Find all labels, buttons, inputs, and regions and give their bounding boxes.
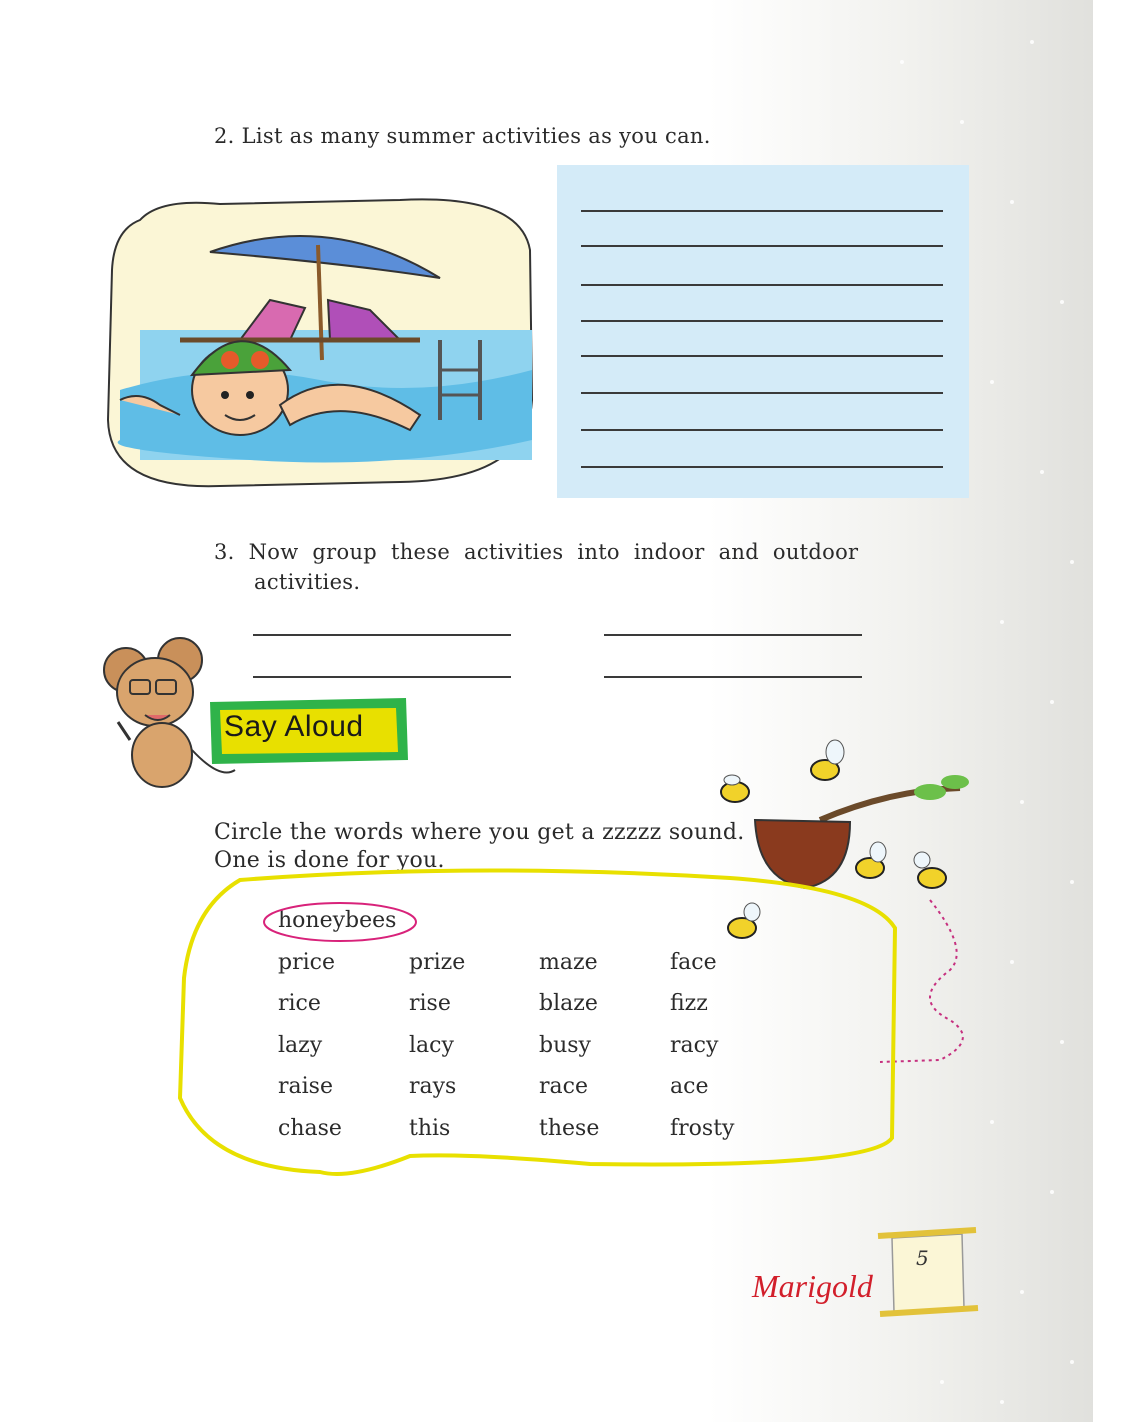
word-item[interactable]: lacy [409, 1033, 454, 1058]
sparkle-dot [1040, 470, 1044, 474]
question-2: 2. List as many summer activities as you can. [214, 124, 711, 148]
question-3-line-1: 3. Now group these activities into indoor and outdoor [214, 540, 859, 564]
instruction-line-2: One is done for you. [214, 848, 445, 873]
outdoor-line[interactable] [604, 676, 862, 678]
question-3-line-2: activities. [254, 570, 361, 594]
sparkle-dot [1000, 620, 1004, 624]
sparkle-dot [1010, 200, 1014, 204]
sparkle-dot [1000, 1400, 1004, 1404]
word-item[interactable]: ace [670, 1074, 709, 1099]
scroll-icon [872, 1220, 982, 1330]
answer-line[interactable] [581, 320, 943, 322]
sparkle-dot [1070, 1360, 1074, 1364]
answer-line[interactable] [581, 392, 943, 394]
sparkle-dot [1060, 1040, 1064, 1044]
instruction-line-1: Circle the words where you get a zzzzz sound. [214, 820, 745, 845]
page-number: 5 [916, 1246, 929, 1270]
say-aloud-label: Say Aloud [224, 710, 364, 743]
word-item[interactable]: race [539, 1074, 588, 1099]
sparkle-dot [1070, 880, 1074, 884]
word-item[interactable]: chase [278, 1116, 342, 1141]
sparkle-dot [1050, 700, 1054, 704]
indoor-line[interactable] [253, 676, 511, 678]
answer-line[interactable] [581, 210, 943, 212]
page-edge [1093, 0, 1142, 1422]
sparkle-dot [960, 120, 964, 124]
word-item[interactable]: fizz [670, 991, 708, 1016]
bee-icon [914, 852, 946, 888]
sparkle-dot [1070, 560, 1074, 564]
sparkle-dot [1030, 40, 1034, 44]
word-item[interactable]: price [278, 950, 335, 975]
word-item[interactable]: busy [539, 1033, 591, 1058]
sparkle-dot [990, 380, 994, 384]
word-item[interactable]: prize [409, 950, 466, 975]
book-title: Marigold [752, 1268, 873, 1304]
sparkle-dot [1020, 800, 1024, 804]
example-circle [260, 900, 420, 944]
sparkle-dot [990, 1120, 994, 1124]
sparkle-dot [940, 1380, 944, 1384]
word-item[interactable]: racy [670, 1033, 719, 1058]
sparkle-dot [1020, 1290, 1024, 1294]
word-item[interactable]: this [409, 1116, 451, 1141]
sparkle-dot [1010, 960, 1014, 964]
word-item[interactable]: rice [278, 991, 321, 1016]
bee-icon [721, 775, 749, 802]
word-item[interactable]: rise [409, 991, 451, 1016]
answer-line[interactable] [581, 429, 943, 431]
word-item[interactable]: raise [278, 1074, 333, 1099]
word-item[interactable]: lazy [278, 1033, 323, 1058]
example-word: honeybees [278, 908, 397, 933]
answer-box [557, 165, 969, 498]
indoor-line[interactable] [253, 634, 511, 636]
sparkle-dot [1050, 1190, 1054, 1194]
outdoor-line[interactable] [604, 634, 862, 636]
sparkle-dot [1060, 300, 1064, 304]
word-item[interactable]: frosty [670, 1116, 735, 1141]
answer-line[interactable] [581, 466, 943, 468]
bee-icon [811, 740, 844, 780]
word-item[interactable]: these [539, 1116, 600, 1141]
answer-line[interactable] [581, 284, 943, 286]
answer-line[interactable] [581, 355, 943, 357]
word-item[interactable]: rays [409, 1074, 457, 1099]
word-item[interactable]: face [670, 950, 717, 975]
sparkle-dot [900, 60, 904, 64]
word-item[interactable]: blaze [539, 991, 598, 1016]
swimming-boy-illustration [100, 190, 540, 500]
answer-line[interactable] [581, 245, 943, 247]
word-item[interactable]: maze [539, 950, 598, 975]
